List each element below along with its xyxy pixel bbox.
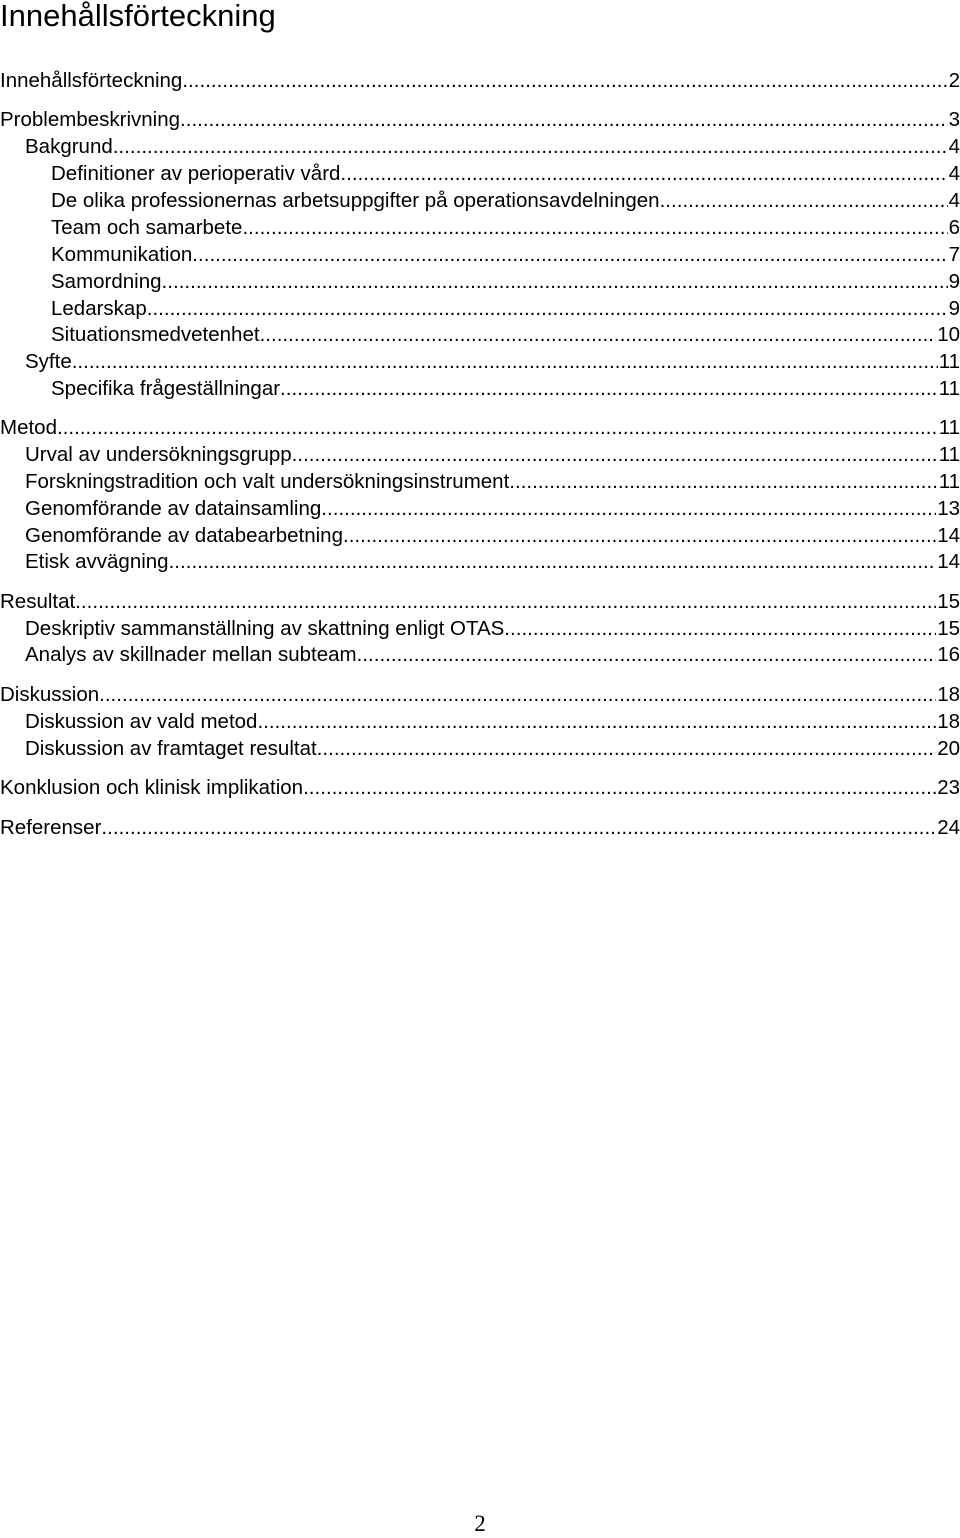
toc-dot-leader — [357, 641, 937, 668]
toc-dot-leader — [321, 495, 936, 522]
toc-dot-leader — [57, 414, 938, 441]
toc-dot-leader — [257, 708, 936, 735]
toc-entry-label: Genomförande av databearbetning — [25, 524, 343, 547]
toc-entry-page: 7 — [948, 243, 960, 266]
toc-entry-label: Konklusion och klinisk implikation — [0, 776, 304, 799]
toc-entry-page: 20 — [937, 737, 960, 760]
toc-dot-leader — [169, 548, 937, 575]
toc-entry-label: Resultat — [0, 590, 76, 613]
toc-entry-page: 18 — [937, 683, 960, 706]
toc-entry[interactable] — [25, 708, 960, 735]
toc-entry-label: Ledarskap — [51, 297, 147, 320]
toc-entry[interactable] — [0, 681, 960, 708]
toc-dot-leader — [343, 522, 936, 549]
toc-entry[interactable] — [0, 106, 960, 133]
toc-dot-leader — [280, 375, 938, 402]
toc-entry-page: 13 — [937, 497, 960, 520]
toc-entry-page: 14 — [937, 550, 960, 573]
toc-entry[interactable] — [51, 160, 960, 187]
toc-entry[interactable] — [0, 774, 960, 801]
toc-dot-leader — [182, 67, 947, 94]
toc-entry-label: Analys av skillnader mellan subteam — [25, 643, 357, 666]
toc-entry[interactable] — [51, 321, 960, 348]
toc-entry-page: 24 — [937, 816, 960, 839]
toc-entry[interactable] — [25, 495, 960, 522]
toc-entry[interactable] — [25, 468, 960, 495]
toc-entry-label: Forskningstradition och valt undersökningsinstrument — [25, 470, 510, 493]
toc-entry-label: Diskussion — [0, 683, 100, 706]
toc-entry-label: Syfte — [25, 350, 72, 373]
toc-entry-label: De olika professionernas arbetsuppgifter på operationsavdelningen — [51, 189, 660, 212]
toc-entry-page: 4 — [948, 189, 960, 212]
toc-entry[interactable] — [0, 67, 960, 94]
toc-entry-label: Situationsmedvetenhet — [51, 323, 260, 346]
toc-entry-page: 11 — [938, 443, 960, 466]
toc-dot-leader — [504, 615, 936, 642]
page-title: Innehållsförteckning — [0, 0, 276, 33]
toc-entry-page: 6 — [948, 216, 960, 239]
page-number: 2 — [474, 1511, 486, 1536]
toc-entry-page: 18 — [937, 710, 960, 733]
toc-entry-page: 11 — [938, 377, 960, 400]
toc-dot-leader — [75, 588, 936, 615]
toc-dot-leader — [303, 774, 936, 801]
toc-entry-page: 15 — [937, 590, 960, 613]
toc-entry[interactable] — [51, 375, 960, 402]
toc-dot-leader — [660, 187, 948, 214]
toc-entry-page: 23 — [937, 776, 960, 799]
toc-dot-leader — [317, 735, 937, 762]
toc-entry-label: Bakgrund — [25, 135, 113, 158]
toc-entry[interactable] — [51, 187, 960, 214]
toc-entry-label: Deskriptiv sammanställning av skattning enligt OTAS — [25, 617, 505, 640]
toc-dot-leader — [72, 348, 938, 375]
toc-entry-label: Etisk avvägning — [25, 550, 169, 573]
toc-entry[interactable] — [51, 295, 960, 322]
toc-entry[interactable] — [0, 814, 960, 841]
toc-entry-page: 15 — [937, 617, 960, 640]
toc-entry-label: Metod — [0, 416, 57, 439]
toc-dot-leader — [162, 268, 948, 295]
toc-entry[interactable] — [0, 414, 960, 441]
toc-entry-page: 9 — [948, 270, 960, 293]
toc-entry-label: Diskussion av framtaget resultat — [25, 737, 317, 760]
toc-dot-leader — [260, 321, 937, 348]
toc-entry-label: Problembeskrivning — [0, 108, 181, 131]
toc-dot-leader — [242, 214, 947, 241]
toc-entry[interactable] — [25, 348, 960, 375]
toc-dot-leader — [147, 295, 948, 322]
toc-dot-leader — [192, 241, 947, 268]
toc-entry[interactable] — [25, 735, 960, 762]
toc-dot-leader — [509, 468, 937, 495]
toc-entry-page: 11 — [938, 350, 960, 373]
toc-entry[interactable] — [25, 441, 960, 468]
toc-entry-label: Specifika frågeställningar — [51, 377, 281, 400]
toc-dot-leader — [180, 106, 948, 133]
toc-entry[interactable] — [51, 214, 960, 241]
toc-entry-page: 3 — [948, 108, 960, 131]
toc-entry-label: Diskussion av vald metod — [25, 710, 258, 733]
toc-entry-page: 9 — [948, 297, 960, 320]
toc-entry-label: Genomförande av datainsamling — [25, 497, 322, 520]
toc-dot-leader — [292, 441, 938, 468]
toc-entry-label: Samordning — [51, 270, 162, 293]
toc-entry-label: Urval av undersökningsgrupp — [25, 443, 292, 466]
toc-entry[interactable] — [51, 241, 960, 268]
toc-entry-page: 14 — [937, 524, 960, 547]
toc-entry-label: Definitioner av perioperativ vård — [51, 162, 341, 185]
toc-entry[interactable] — [0, 588, 960, 615]
toc-dot-leader — [101, 814, 936, 841]
toc-entry-page: 10 — [937, 323, 960, 346]
toc-entry-label: Referenser — [0, 816, 102, 839]
toc-entry[interactable] — [25, 615, 960, 642]
toc-entry[interactable] — [25, 522, 960, 549]
toc-entry[interactable] — [25, 548, 960, 575]
toc-entry[interactable] — [25, 641, 960, 668]
toc-entry-label: Team och samarbete — [51, 216, 243, 239]
toc-entry-label: Innehållsförteckning — [0, 69, 183, 92]
toc-entry-page: 11 — [938, 416, 960, 439]
toc-entry-page: 2 — [948, 69, 960, 92]
toc-dot-leader — [340, 160, 947, 187]
toc-entry-page: 11 — [938, 470, 960, 493]
toc-entry-label: Kommunikation — [51, 243, 193, 266]
toc-entry[interactable] — [25, 133, 960, 160]
toc-dot-leader — [113, 133, 948, 160]
toc-entry-page: 16 — [937, 643, 960, 666]
toc-entry-page: 4 — [948, 162, 960, 185]
toc-entry[interactable] — [51, 268, 960, 295]
toc-entry-page: 4 — [948, 135, 960, 158]
toc-dot-leader — [99, 681, 936, 708]
